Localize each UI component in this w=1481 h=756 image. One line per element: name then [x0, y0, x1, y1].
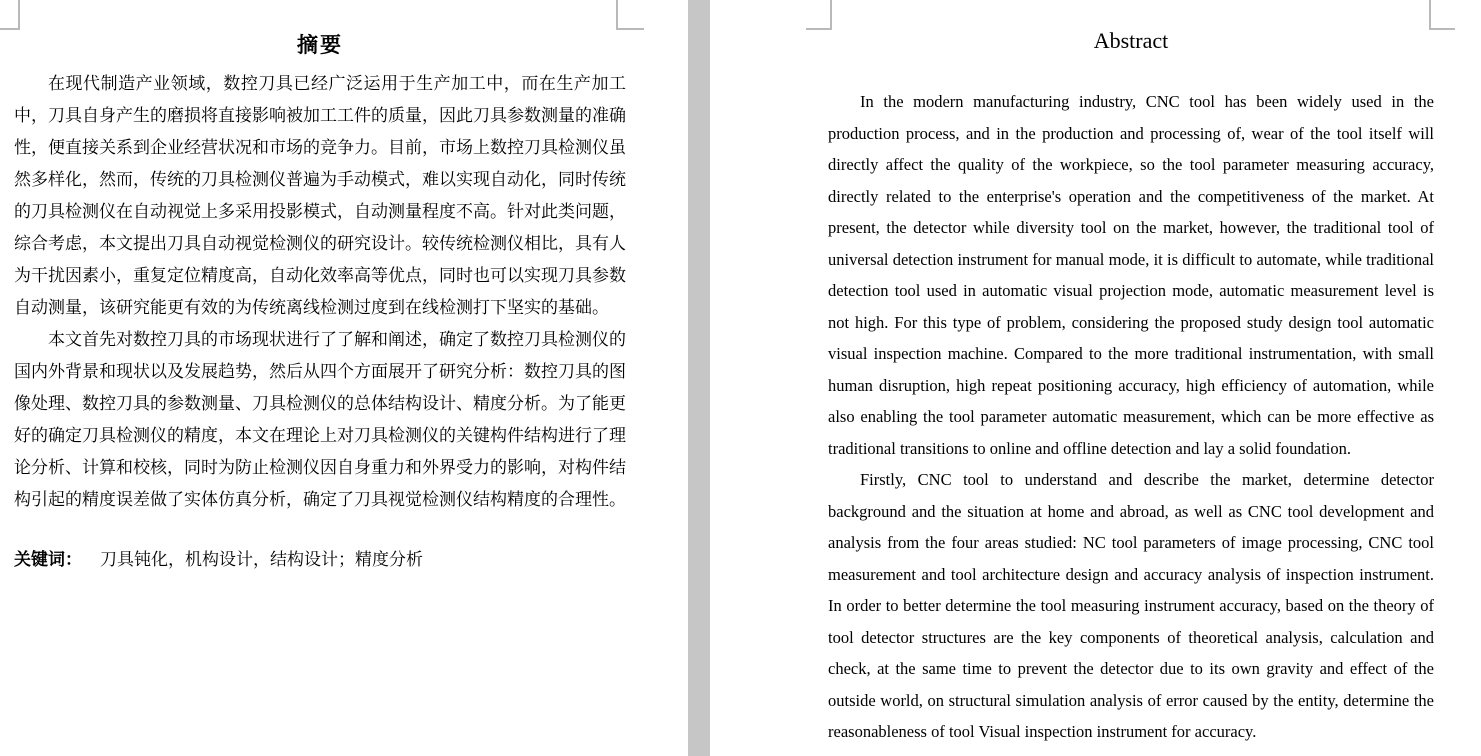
- page-right: [710, 0, 1481, 756]
- crop-mark-vertical-rule: [616, 0, 618, 30]
- paragraph-spacer: [14, 516, 626, 544]
- page-gutter-divider: [688, 0, 710, 756]
- english-abstract-paragraph: In the modern manufacturing industry, CNC tool has been widely used in the production process, and in the production and processing of, wear of the tool itself will directly affect the quality of the workpiece, so the tool parameter measuring accuracy, directly related to the enterprise's operation and the competitiveness of the market. At present, the detector while diversity tool on the market, however, the traditional tool of universal detection instrument for manual mode, it is difficult to automate, while traditional detection tool used in automatic visual projection mode, automatic measurement level is not high. For this type of problem, considering the proposed study design tool automatic visual inspection machine. Compared to the more traditional instrumentation, with small human disruption, high repeat positioning accuracy, high efficiency of automation, while also enabling the tool parameter automatic measurement, which can be more effective as traditional transitions to online and offline detection and lay a solid foundation.: [828, 92, 1434, 458]
- english-abstract-heading: Abstract: [1093, 28, 1169, 53]
- english-abstract-body: [828, 24, 1434, 748]
- crop-mark-top-right: [616, 0, 644, 30]
- page-left: [0, 0, 688, 756]
- chinese-abstract-body: [14, 28, 626, 576]
- crop-mark-vertical-rule: [18, 0, 20, 30]
- crop-mark-top-left: [0, 0, 20, 30]
- chinese-abstract-heading: 摘要: [297, 33, 343, 57]
- chinese-abstract-paragraph: 在现代制造产业领域，数控刀具已经广泛运用于生产加工中，而在生产加工中，刀具自身产生的磨损将直接影响被加工工件的质量，因此刀具参数测量的准确性，便直接关系到企业经营状况和市场的竞争力。目前，市场上数控刀具检测仪虽然多样化，然而，传统的刀具检测仪普遍为手动模式，难以实现自动化，同时传统的刀具检测仪在自动视觉上多采用投影模式，自动测量程度不高。针对此类问题，综合考虑，本文提出刀具自动视觉检测仪的研究设计。较传统检测仪相比，具有人为干扰因素小，重复定位精度高，自动化效率高等优点，同时也可以实现刀具参数自动测量，该研究能更有效的为传统离线检测过度到在线检测打下坚实的基础。: [14, 74, 626, 318]
- chinese-keywords-value: 刀具钝化，机构设计，结构设计；精度分析: [100, 550, 423, 570]
- chinese-keywords-label: 关键词：: [14, 550, 82, 570]
- english-abstract-paragraph: Firstly, CNC tool to understand and describe the market, determine detector background and the situation at home and abroad, as well as CNC tool development and analysis from the four areas studied: NC tool parameters of image processing, CNC tool measurement and tool architecture design and accuracy analysis of inspection instrument. In order to better determine the tool measuring instrument accuracy, based on the theory of tool detector structures are the key components of theoretical analysis, calculation and check, at the same time to prevent the detector due to its own gravity and effect of the outside world, on structural simulation analysis of error caused by the entity, determine the reasonableness of tool Visual inspection instrument for accuracy.: [828, 470, 1434, 741]
- chinese-keywords-line: [14, 544, 626, 576]
- chinese-abstract-paragraph: 本文首先对数控刀具的市场现状进行了了解和阐述，确定了数控刀具检测仪的国内外背景和现状以及发展趋势，然后从四个方面展开了研究分析：数控刀具的图像处理、数控刀具的参数测量、刀具检测仪的总体结构设计、精度分析。为了能更好的确定刀具检测仪的精度，本文在理论上对刀具检测仪的关键构件结构进行了理论分析、计算和校核，同时为防止检测仪因自身重力和外界受力的影响，对构件结构引起的精度误差做了实体仿真分析，确定了刀具视觉检测仪结构精度的合理性。: [14, 330, 626, 510]
